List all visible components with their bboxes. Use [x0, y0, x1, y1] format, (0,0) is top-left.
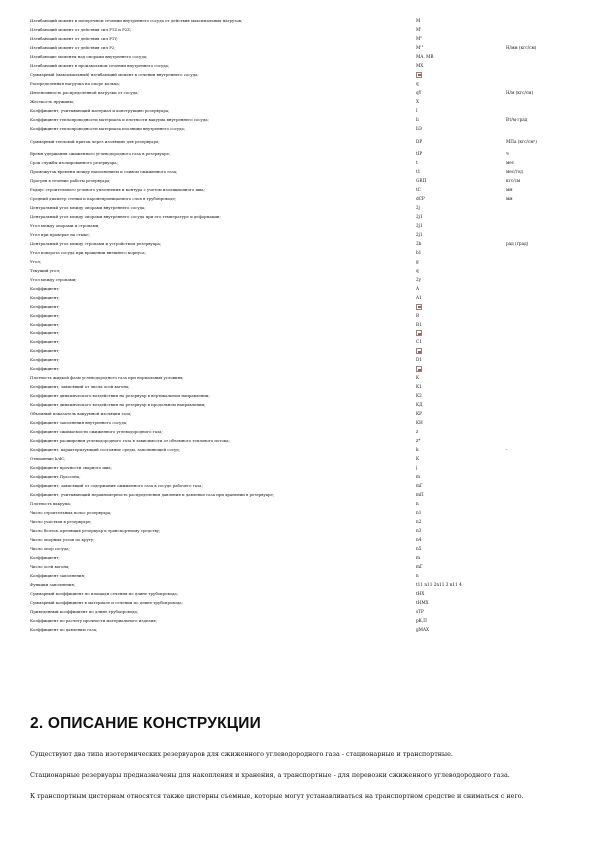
symbol-description: Коэффициент, зависящий от числа осей вагона; [30, 384, 130, 390]
symbol-description: Коэффициент; [30, 312, 60, 318]
symbol-row [30, 554, 570, 563]
symbol-unit [506, 590, 570, 599]
symbol-description: Число осей вагона; [30, 564, 70, 570]
symbol-notation: n4 [416, 537, 422, 543]
symbol-unit [506, 35, 570, 44]
symbol-notation: K [416, 456, 420, 462]
symbol-notation: K [416, 375, 420, 381]
broken-image-icon [416, 304, 422, 310]
symbol-description: Коэффициент заполнения внутреннего сосуда; [30, 420, 128, 426]
symbol-description: Коэффициент; [30, 285, 60, 291]
symbol-description: Коэффициент прочности сварного шва; [30, 465, 112, 471]
symbol-notation: sТР [416, 609, 424, 614]
symbol-description: Угол между опорами и стропами; [30, 222, 100, 228]
symbol-description: Срок службы изолированного резервуара; [30, 159, 118, 165]
symbol-notation: М'" [416, 44, 424, 50]
symbol-notation: tC [416, 186, 421, 192]
symbol-description: Промежуток времени между наполнением и сливом сжиженного газа; [30, 168, 178, 174]
paragraph: Стационарные резервуары предназначены для накопления и хранения, а транспортные - для перевозки сжиженного углеводородного газа. [30, 771, 510, 779]
symbol-description: Коэффициент, зависящий от содержания сжиженного газа в сосуде рабочего газа; [30, 483, 203, 489]
symbol-description: Изгибающий момент от действия сил Р1Y; [30, 35, 118, 41]
symbol-description: Число опорных узлов по кругу; [30, 537, 95, 543]
symbol-row [30, 410, 570, 419]
symbol-unit [506, 383, 570, 392]
symbol-notation: B1 [416, 321, 422, 327]
symbol-unit: ч [506, 150, 509, 156]
symbol-unit [506, 222, 570, 231]
symbol-description: Угол между стропами; [30, 276, 77, 282]
symbol-row [30, 617, 570, 626]
symbol-row [30, 509, 570, 518]
symbol-row [30, 338, 570, 347]
symbol-notation: A1 [416, 294, 422, 300]
symbol-unit [506, 213, 570, 222]
symbol-notation: tНХ [416, 591, 425, 597]
symbol-description: Центральный угол между стропами и устройством резервуара; [30, 240, 162, 246]
symbol-unit [506, 482, 570, 491]
symbol-row [30, 437, 570, 446]
symbol-description: Коэффициент по давлению газа; [30, 626, 98, 632]
symbol-description: Число опор сосуда; [30, 546, 70, 552]
symbol-row [30, 71, 570, 80]
symbol-unit [506, 231, 570, 240]
symbol-unit [506, 338, 570, 347]
symbol-unit: мм [506, 195, 513, 201]
symbol-description: Коэффициент расширения углеводородного газа в зависимости от объемного теплового потока; [30, 438, 230, 444]
symbol-row [30, 312, 570, 321]
symbol-row [30, 89, 570, 98]
symbol-row [30, 186, 570, 195]
symbol-notation: 2j1 [416, 222, 423, 228]
symbol-row [30, 249, 570, 258]
symbol-row [30, 17, 570, 26]
symbol-notation: KД [416, 402, 423, 408]
symbol-notation: n5 [416, 546, 422, 552]
symbol-description: Коэффициент; [30, 321, 60, 327]
symbol-unit: кгс/см [506, 177, 521, 183]
symbol-row [30, 473, 570, 482]
symbol-description: Коэффициент; [30, 339, 60, 345]
symbol-unit [506, 500, 570, 509]
symbol-description: Плотность вакуума; [30, 501, 72, 507]
symbol-row [30, 626, 570, 635]
symbol-notation: KР [416, 411, 422, 417]
symbol-description: Средний диаметр стенки и паронепроницаемого слоя в трубопроводе; [30, 195, 177, 201]
symbol-row [30, 116, 570, 125]
symbol-description: Коэффициент; [30, 348, 60, 354]
symbol-description: Угол при проверке на стыке; [30, 231, 90, 237]
symbol-unit [506, 17, 570, 26]
symbol-row [30, 356, 570, 365]
symbol-description: Центральный угол между опорами внутреннего сосуда при его температуре и деформации; [30, 213, 221, 219]
symbol-description: Число болтов, крепящих резервуар к транспортному средству; [30, 528, 161, 534]
symbol-unit [506, 71, 570, 80]
symbol-notation: DP [416, 138, 423, 144]
symbol-row [30, 347, 570, 356]
symbol-description: Отношение h/dС; [30, 456, 66, 462]
symbol-row [30, 98, 570, 107]
symbol-row [30, 536, 570, 545]
symbol-unit [506, 455, 570, 464]
symbol-row [30, 168, 570, 177]
symbol-description: Коэффициент динамического воздействия на резервуар в вертикальном направлении; [30, 393, 210, 399]
symbol-unit [506, 509, 570, 518]
symbol-row [30, 35, 570, 44]
symbol-row [30, 80, 570, 89]
symbol-unit [506, 285, 570, 294]
symbol-notation: B [416, 312, 420, 318]
symbol-row [30, 599, 570, 608]
symbol-description: Распределенная нагрузка на опоре кольца; [30, 80, 120, 86]
symbol-description: Число участков в резервуаре; [30, 519, 92, 525]
symbol-notation: mП [416, 492, 424, 498]
symbol-description: Жесткость пружины; [30, 98, 75, 104]
symbol-row [30, 303, 570, 312]
symbol-row [30, 134, 570, 150]
symbol-unit [506, 204, 570, 213]
symbol-description: Изгибающий момент от действия сил Р1Z и Р2Z; [30, 26, 132, 32]
symbol-description: Суммарный тепловой приток через изоляцию для резервуара; [30, 138, 160, 144]
symbol-row [30, 213, 570, 222]
symbol-unit [506, 53, 570, 62]
symbol-row [30, 608, 570, 617]
symbol-unit [506, 392, 570, 401]
symbol-notation: tНМХ [416, 600, 429, 606]
symbol-row [30, 446, 570, 455]
symbol-description: Изгибающие моменты над опорами внутреннего сосуда; [30, 53, 148, 59]
symbol-notation: KН [416, 420, 423, 426]
symbol-notation: K1 [416, 384, 422, 390]
symbol-unit [506, 125, 570, 134]
symbol-description: Угол поворота сосуда при вращении внешнего корпуса; [30, 249, 146, 255]
symbol-row [30, 222, 570, 231]
symbol-row [30, 518, 570, 527]
symbol-description: Коэффициент; [30, 555, 60, 561]
broken-image-icon [416, 72, 422, 78]
symbol-unit: рад (град) [506, 240, 529, 246]
symbol-description: Текущий угол; [30, 267, 61, 273]
symbol-unit [506, 626, 570, 635]
symbol-description: Число строительных полос резервуара; [30, 510, 112, 516]
symbol-notation [416, 329, 506, 338]
symbol-unit [506, 599, 570, 608]
symbol-unit [506, 107, 570, 116]
symbols-table [30, 17, 570, 635]
symbol-unit [506, 249, 570, 258]
symbol-unit [506, 62, 570, 71]
symbol-notation: 2y [416, 276, 422, 282]
symbol-row [30, 545, 570, 554]
symbol-notation: mГ [416, 564, 423, 570]
symbol-notation: 2j [416, 204, 420, 210]
symbol-unit [506, 80, 570, 89]
symbol-notation: dCP [416, 195, 425, 201]
symbol-notation: g [416, 258, 419, 264]
symbol-row [30, 26, 570, 35]
symbol-notation: li [416, 116, 419, 122]
symbol-unit [506, 374, 570, 383]
symbol-notation: gMAX [416, 626, 429, 632]
symbol-notation: qY [416, 89, 422, 95]
symbols-table-body [30, 17, 570, 635]
symbol-unit [506, 410, 570, 419]
symbol-notation: n2 [416, 519, 422, 525]
symbol-row [30, 581, 570, 590]
symbol-unit [506, 276, 570, 285]
symbol-description: Приведенный коэффициент по длине трубопровода; [30, 609, 139, 614]
symbol-row [30, 482, 570, 491]
symbol-unit: Н/м (кгс/см) [506, 89, 534, 95]
symbol-description: Коэффициент динамического воздействия на резервуар в продольном направлении; [30, 402, 206, 408]
broken-image-icon [416, 348, 422, 354]
paragraph: К транспортным цистернам относятся также цистерны съемные, которые могут устанавливаться на транспортном средстве и сниматься с него. [30, 792, 524, 800]
paragraph: Существуют два типа изотермических резервуаров для сжиженного углеводородного газа - стационарные и транспортные. [30, 750, 453, 758]
symbol-row [30, 294, 570, 303]
symbol-description: Коэффициент, учитывающий материал и конструкцию резервуара; [30, 107, 170, 113]
symbol-row [30, 177, 570, 186]
symbol-row [30, 150, 570, 159]
symbol-unit [506, 518, 570, 527]
symbol-description: Коэффициент сжимаемости сжиженного углеводородного газа; [30, 429, 163, 435]
symbol-row [30, 195, 570, 204]
symbol-unit [506, 554, 570, 563]
symbol-notation: pК,П [416, 617, 427, 623]
symbol-notation: 2j1 [416, 213, 423, 219]
symbol-description: Изгибающий момент от действия сил Р2; [30, 44, 116, 50]
symbol-row [30, 383, 570, 392]
symbol-row [30, 240, 570, 249]
symbol-notation: m [416, 555, 420, 561]
symbol-unit: Н/мм (кгс/см) [506, 44, 537, 50]
symbol-notation: A [416, 285, 420, 291]
symbol-unit [506, 356, 570, 365]
symbol-notation: z [416, 429, 419, 435]
symbol-description: Прогрев в течение работы резервуара; [30, 177, 111, 183]
symbol-notation: liЭ [416, 125, 422, 131]
symbol-unit [506, 329, 570, 338]
symbol-row [30, 53, 570, 62]
symbol-notation: D1 [416, 357, 423, 363]
symbol-unit [506, 572, 570, 581]
symbol-row [30, 527, 570, 536]
symbol-notation: МА, МВ [416, 53, 434, 59]
symbol-unit [506, 321, 570, 330]
symbol-notation: K2 [416, 393, 422, 399]
symbol-notation: z* [416, 438, 421, 444]
symbol-unit [506, 617, 570, 626]
symbol-notation [416, 303, 506, 312]
symbol-row [30, 401, 570, 410]
symbol-unit [506, 419, 570, 428]
symbol-unit [506, 527, 570, 536]
symbol-unit [506, 581, 570, 590]
symbol-row [30, 329, 570, 338]
symbol-description: Коэффициент Пуассона; [30, 474, 81, 480]
symbol-notation: n [416, 573, 419, 579]
symbol-row [30, 231, 570, 240]
symbol-notation: Х [416, 98, 419, 104]
symbol-row [30, 419, 570, 428]
section-heading: 2. ОПИСАНИЕ КОНСТРУКЦИИ [30, 715, 261, 732]
symbol-notation: 2j1 [416, 231, 423, 237]
symbol-unit [506, 563, 570, 572]
symbol-row [30, 464, 570, 473]
symbol-description: Коэффициент; [30, 330, 60, 336]
symbol-description: Суммарный коэффициент по площади сечения по длине трубопровода; [30, 591, 179, 597]
broken-image-icon [416, 330, 422, 336]
symbol-unit [506, 303, 570, 312]
symbol-row [30, 590, 570, 599]
symbol-row [30, 285, 570, 294]
symbol-notation: n1 [416, 510, 422, 516]
symbol-notation: GRП [416, 177, 427, 183]
symbol-description: Коэффициент, характеризующий состояние среды, заполняющей сосуд; [30, 447, 181, 453]
symbol-description: Суммарный (максимальный) изгибающий момент в сечении внутреннего сосуда; [30, 71, 199, 77]
symbol-notation: q [416, 267, 419, 273]
symbol-notation: М [416, 18, 421, 23]
symbol-description: Коэффициент теплопроводности материала и плотности вакуума внутреннего сосуда; [30, 116, 209, 122]
symbol-notation: C1 [416, 339, 422, 345]
symbol-unit: - [506, 447, 508, 453]
symbol-unit [506, 464, 570, 473]
symbol-row [30, 572, 570, 581]
symbol-description: Коэффициент теплопроводности материала изоляции внутреннего сосуда; [30, 125, 186, 131]
symbol-notation: I [416, 107, 418, 113]
symbol-unit: Вт/м·град [506, 116, 528, 122]
symbol-description: Коэффициент; [30, 303, 60, 309]
symbol-notation [416, 365, 506, 374]
symbol-unit [506, 428, 570, 437]
symbol-description: Коэффициент; [30, 294, 60, 300]
symbol-notation: t1 [416, 168, 421, 174]
symbol-description: Изгибающий момент в произвольном сечении внутреннего сосуда; [30, 62, 170, 68]
symbol-row [30, 44, 570, 53]
symbol-row [30, 62, 570, 71]
symbol-description: Плотность жидкой фазы углеводородного газа при нормальных условиях; [30, 375, 184, 381]
symbol-description: Время удержания сжиженного углеводородного газа в резервуаре; [30, 150, 171, 156]
symbol-row [30, 258, 570, 267]
symbol-unit [506, 608, 570, 617]
symbol-row [30, 392, 570, 401]
symbol-unit [506, 401, 570, 410]
symbol-description: Изгибающий момент в поперечном сечении внутреннего сосуда от действия максимальных нагрузок; [30, 18, 243, 23]
symbol-notation: tIP [416, 150, 423, 156]
symbol-description: Угол; [30, 258, 41, 264]
symbol-unit [506, 267, 570, 276]
symbol-unit [506, 491, 570, 500]
symbol-notation: mГ [416, 483, 423, 489]
symbol-row [30, 500, 570, 509]
symbol-notation [416, 71, 506, 80]
symbol-notation: t [416, 159, 418, 165]
symbol-description: Коэффициент, учитывающий неравномерность распределения давления и давление газа при хранении в резервуаре; [30, 492, 275, 498]
symbol-description: Объемный показатель вакуумной изоляции газа; [30, 411, 132, 417]
symbol-notation: k [416, 447, 419, 453]
symbol-row [30, 563, 570, 572]
symbol-row [30, 365, 570, 374]
symbol-unit [506, 347, 570, 356]
symbol-notation: n [416, 501, 419, 507]
symbol-description: Коэффициент; [30, 366, 60, 372]
symbol-description: Коэффициент заполнения; [30, 573, 86, 579]
symbol-notation: М' [416, 26, 422, 32]
symbol-description: Интенсивность распределенной нагрузки от сосуда; [30, 89, 139, 95]
symbol-description: Суммарный коэффициент в материале и сечении по длине трубопровода; [30, 600, 183, 606]
symbol-notation: МХ [416, 62, 424, 68]
symbol-unit [506, 312, 570, 321]
symbol-unit: мес/год [506, 168, 523, 174]
symbol-unit: мес [506, 159, 515, 165]
symbol-notation: q [416, 80, 419, 86]
symbol-notation: n3 [416, 528, 422, 534]
symbol-unit [506, 98, 570, 107]
symbol-notation: 2b [416, 240, 422, 246]
symbol-row [30, 374, 570, 383]
symbol-row [30, 204, 570, 213]
symbol-description: Коэффициент по расчету прочности материального изделия; [30, 617, 157, 623]
symbol-row [30, 107, 570, 116]
symbol-row [30, 276, 570, 285]
symbol-unit [506, 545, 570, 554]
symbol-notation [416, 347, 506, 356]
symbol-notation: b1 [416, 249, 422, 255]
symbol-unit [506, 473, 570, 482]
broken-image-icon [416, 366, 422, 372]
symbol-description: Центральный угол между опорами внутреннего сосуда; [30, 204, 146, 210]
symbol-unit: МПа (кгс/см²) [506, 138, 537, 144]
symbol-unit [506, 536, 570, 545]
symbol-row [30, 455, 570, 464]
symbol-row [30, 267, 570, 276]
symbol-row [30, 321, 570, 330]
symbol-description: Радиус строительного углового уплотнения и контура с учетом изоляционного шва; [30, 186, 205, 192]
symbol-unit [506, 365, 570, 374]
symbol-unit: мм [506, 186, 513, 192]
symbol-row [30, 428, 570, 437]
symbol-notation: М" [416, 35, 423, 41]
symbol-notation: j [416, 465, 418, 471]
symbol-unit [506, 294, 570, 303]
symbol-description: Функции заполнения; [30, 582, 76, 588]
symbol-unit [506, 258, 570, 267]
symbol-unit [506, 437, 570, 446]
symbol-row [30, 125, 570, 134]
symbol-row [30, 491, 570, 500]
symbol-notation: t11 n11 2n11 3 n11 4 [416, 582, 462, 588]
symbol-unit [506, 26, 570, 35]
symbol-description: Коэффициент; [30, 357, 60, 363]
symbol-row [30, 159, 570, 168]
symbol-notation: m [416, 474, 420, 480]
